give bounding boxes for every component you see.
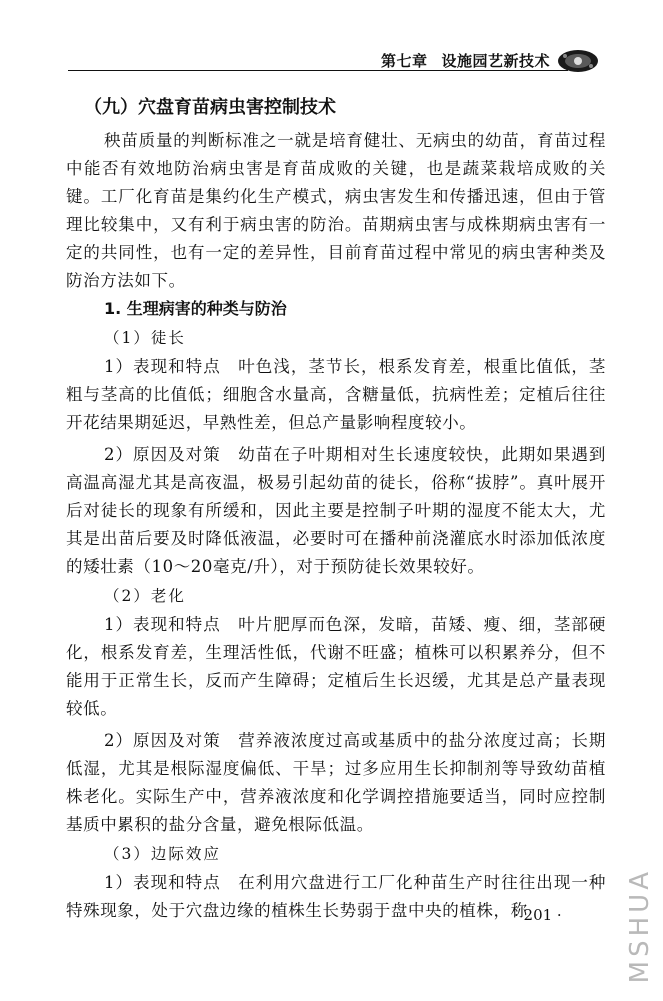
item-heading-edge-effect: （3）边际效应	[104, 845, 221, 863]
paragraph-edge-effect-symptoms: 1）表现和特点 在利用穴盘进行工厂化种苗生产时往往出现一种特殊现象，处于穴盘边缘的植株生长势弱于盘中央的植株，称	[66, 873, 606, 920]
page-number: · 201 ·	[514, 906, 562, 924]
paragraph-leggy-symptoms: 1）表现和特点 叶色浅，茎节长，根系发育差，根重比值低，茎粗与茎高的比值低；细胞含水量高，含糖量低，抗病性差；定植后往往开花结果期延迟，早熟性差，但总产量影响程度较小。	[66, 357, 606, 432]
item-heading-leggy: （1）徒长	[104, 329, 186, 347]
chapter-label: 第七章	[380, 52, 428, 70]
item-heading-aging: （2）老化	[104, 587, 186, 605]
watermark: MSHUA	[625, 867, 655, 983]
running-header	[68, 48, 608, 76]
page-body	[66, 95, 606, 925]
chapter-title: 设施园艺新技术	[441, 52, 550, 70]
section-title: （九）穴盘育苗病虫害控制技术	[84, 97, 336, 118]
paragraph-leggy-causes: 2）原因及对策 幼苗在子叶期相对生长速度较快，此期如果遇到高温高湿尤其是高夜温，极易引起幼苗的徒长，俗称“拔脖”。真叶展开后对徒长的现象有所缓和，因此主要是控制子叶期的湿度不能太大，尤其是出苗后要及时降低液温，必要时可在播种前浇灌底水时添加低浓度的矮壮素（10～20毫克/升），对于预防徒长效果较好。	[66, 445, 606, 576]
intro-paragraph: 秧苗质量的判断标准之一就是培育健壮、无病虫的幼苗，育苗过程中能否有效地防治病虫害是育苗成败的关键，也是蔬菜栽培成败的关键。工厂化育苗是集约化生产模式，病虫害发生和传播迅速，但由于管理比较集中，又有利于病虫害的防治。苗期病虫害与成株期病虫害有一定的共同性，也有一定的差异性，目前育苗过程中常见的病虫害种类及防治方法如下。	[66, 131, 606, 290]
ornament-icon	[556, 48, 600, 74]
header-text	[381, 50, 550, 71]
paragraph-aging-symptoms: 1）表现和特点 叶片肥厚而色深，发暗，苗矮、瘦、细，茎部硬化，根系发育差，生理活性低，代谢不旺盛；植株可以积累养分，但不能用于正常生长，反而产生障碍；定植后生长迟缓，尤其是总产量表现较低。	[66, 615, 606, 718]
subsection-title: 1. 生理病害的种类与防治	[104, 299, 287, 318]
paragraph-aging-causes: 2）原因及对策 营养液浓度过高或基质中的盐分浓度过高；长期低湿，尤其是根际湿度偏低、干旱；过多应用生长抑制剂等导致幼苗植株老化。实际生产中，营养液浓度和化学调控措施要适当，同时应控制基质中累积的盐分含量，避免根际低温。	[66, 731, 606, 834]
